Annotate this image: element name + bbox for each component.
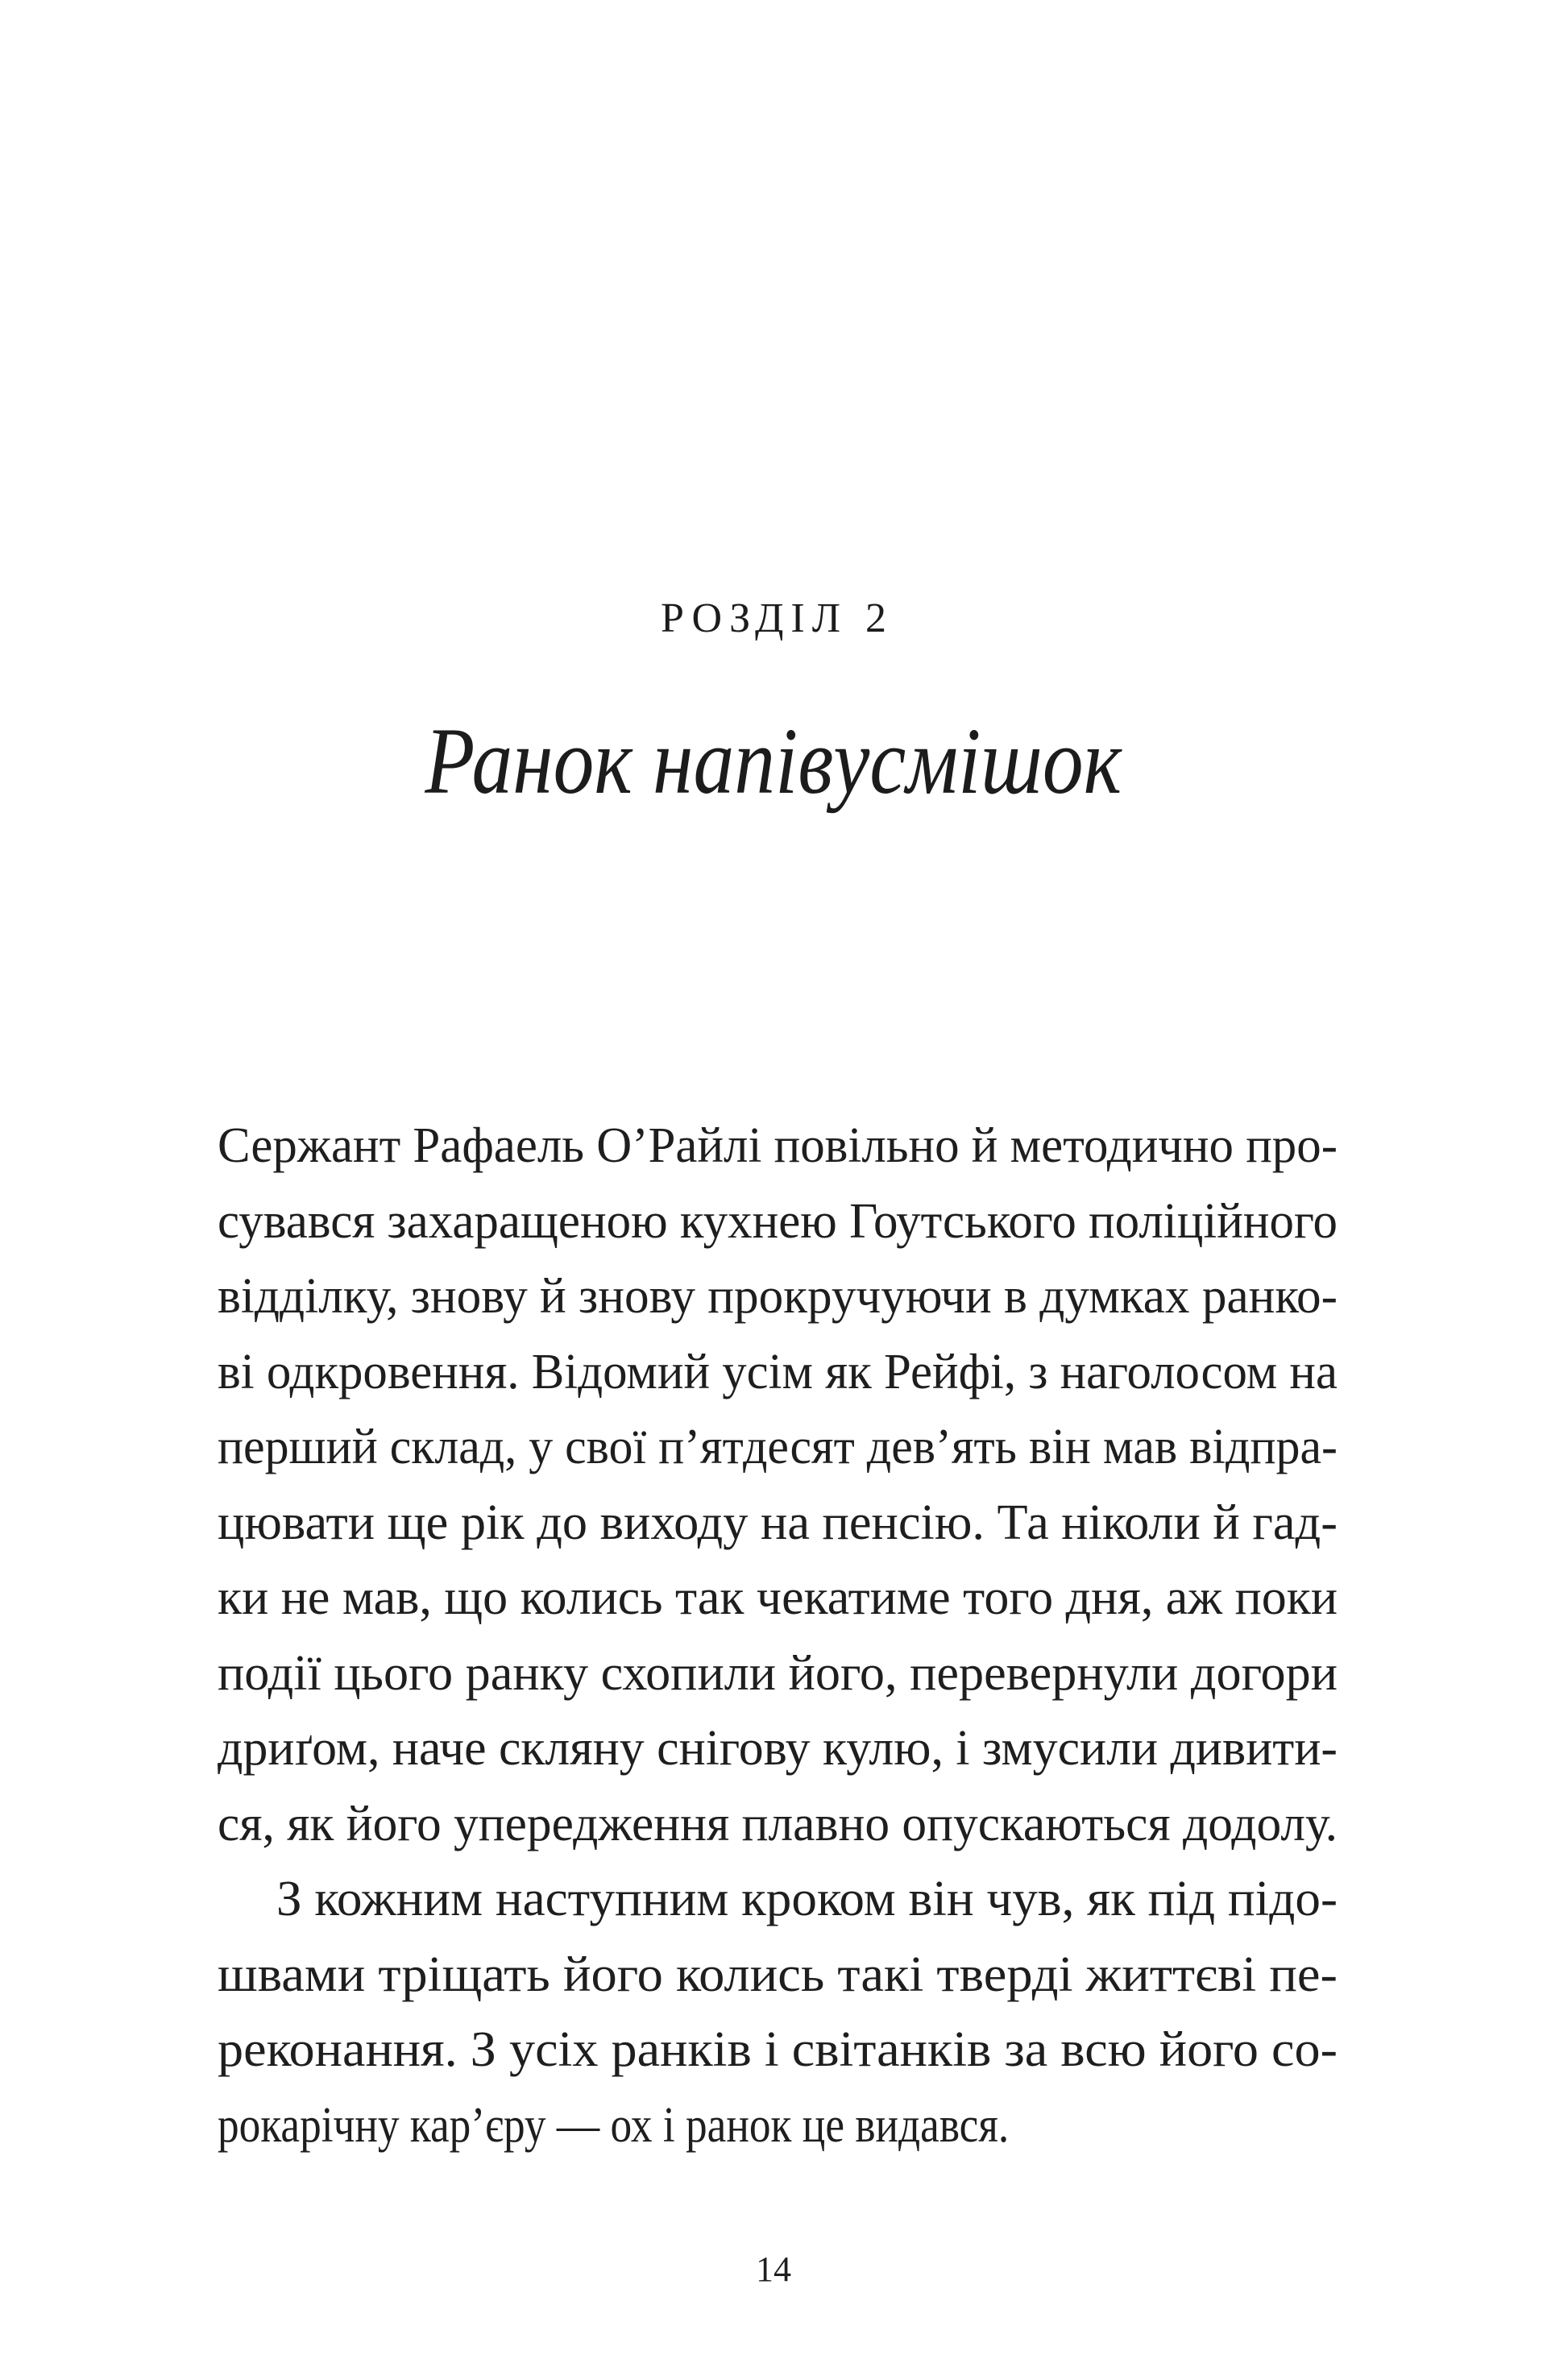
body-text (218, 1109, 1338, 2163)
text-line: реконання. З усіх ранків і світанків за всю його со- (218, 2022, 1338, 2077)
paragraph-2 (218, 1862, 1338, 2163)
chapter-title-text: Ранок напівусмішок (425, 708, 1122, 814)
text-line: цювати ще рік до виходу на пенсію. Та ніколи й гад- (218, 1495, 1338, 1550)
text-line: Сержант Рафаель О’Райлі повільно й методично про- (218, 1118, 1338, 1173)
text-line: відділку, знову й знову прокручуючи в думках ранко- (218, 1269, 1338, 1324)
text-line: перший склад, у свої п’ятдесят дев’ять він мав відпра- (218, 1420, 1338, 1474)
text-line: З кожним наступним кроком він чув, як під підо- (276, 1872, 1338, 1926)
text-line: сувався захаращеною кухнею Гоутського поліційного (218, 1193, 1338, 1249)
text-line: ся, як його упередження плавно опускаються додолу. (218, 1796, 1338, 1851)
text-line: рокарічну кар’єру — ох і ранок це видався. (218, 2097, 1010, 2153)
text-line: швами тріщать його колись такі тверді життєві пе- (218, 1947, 1338, 2002)
text-line: ки не мав, що колись так чекатиме того дня, аж поки (218, 1570, 1338, 1625)
chapter-title (0, 709, 1547, 814)
chapter-label: РОЗДІЛ 2 (660, 595, 894, 641)
paragraph-1 (218, 1109, 1338, 1862)
text-line: дриґом, наче скляну снігову кулю, і змусили дивити- (218, 1721, 1338, 1776)
page-number: 14 (756, 2249, 791, 2289)
text-line: ві одкровення. Відомий усім як Рейфі, з наголосом на (218, 1344, 1338, 1399)
text-line: події цього ранку схопили його, перевернули догори (218, 1645, 1338, 1701)
